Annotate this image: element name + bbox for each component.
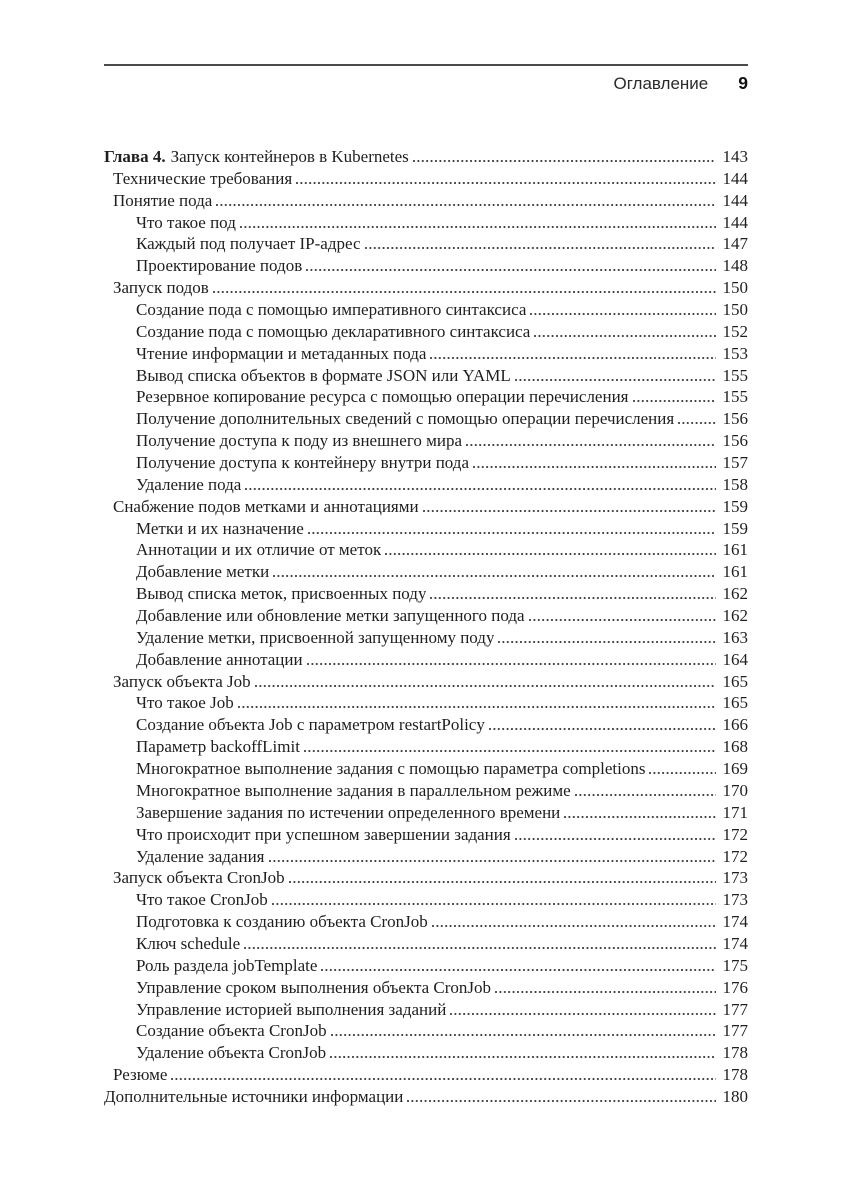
toc-entry [104, 714, 748, 736]
running-head-title: Оглавление [613, 74, 709, 93]
toc-entry-title: Добавление аннотации [136, 649, 303, 669]
toc-entry-page-number: 172 [722, 824, 748, 844]
toc-entry [104, 583, 748, 605]
toc-entry-page-number: 173 [722, 868, 748, 888]
toc-entry-title: Понятие пода [113, 190, 213, 210]
toc-entry-title: Чтение информации и метаданных пода [136, 343, 427, 363]
dot-leader [407, 1100, 716, 1102]
toc-entry-page-number: 155 [722, 365, 748, 385]
toc-entry-title: Удаление пода [136, 474, 242, 494]
toc-entry-page-number: 178 [722, 1065, 748, 1085]
toc-entry-page-number: 163 [722, 627, 748, 647]
toc-entry-title: Что такое CronJob [136, 890, 268, 910]
dot-leader [321, 969, 716, 971]
toc-entry [104, 999, 748, 1021]
toc-entry-page-number: 180 [722, 1086, 748, 1106]
dot-leader [255, 685, 716, 687]
dot-leader [385, 553, 716, 555]
toc-entry-page-number: 156 [722, 431, 748, 451]
toc-entry-title: Роль раздела jobTemplate [136, 955, 318, 975]
toc-entry [104, 561, 748, 583]
toc-entry [104, 1064, 748, 1086]
dot-leader [466, 444, 716, 446]
dot-leader [306, 269, 716, 271]
dot-leader [213, 291, 716, 293]
dot-leader [423, 510, 716, 512]
toc-entry-page-number: 165 [722, 671, 748, 691]
dot-leader [498, 641, 716, 643]
dot-leader [473, 466, 716, 468]
toc-entry-title: Каждый под получает IP-адрес [136, 234, 361, 254]
toc-entry-page-number: 162 [722, 584, 748, 604]
toc-entry [104, 168, 748, 190]
toc-entry-title: Создание объекта Job с параметром restartPolicy [136, 715, 485, 735]
toc-entry-page-number: 161 [722, 562, 748, 582]
toc-entry-page-number: 162 [722, 606, 748, 626]
toc-entry-title: Аннотации и их отличие от меток [136, 540, 382, 560]
dot-leader [489, 728, 716, 730]
toc-entry-title: Вывод списка объектов в формате JSON или YAML [136, 365, 511, 385]
toc-entry-title: Что такое под [136, 212, 236, 232]
toc-entry-page-number: 174 [722, 933, 748, 953]
dot-leader [413, 160, 716, 162]
toc-entry [104, 736, 748, 758]
toc-entry-page-number: 144 [722, 212, 748, 232]
toc-entry [104, 518, 748, 540]
toc-entry [104, 758, 748, 780]
toc-entry-page-number: 150 [722, 300, 748, 320]
toc-entry-title: Резюме [113, 1065, 168, 1085]
toc-entry-title: Управление историей выполнения заданий [136, 999, 447, 1019]
toc-entry [104, 233, 748, 255]
toc-entry [104, 1020, 748, 1042]
toc-entry-page-number: 153 [722, 343, 748, 363]
toc-entry-page-number: 155 [722, 387, 748, 407]
toc-entry [104, 1086, 748, 1108]
dot-leader [432, 925, 716, 927]
dot-leader [515, 838, 716, 840]
dot-leader [529, 619, 716, 621]
toc-entry [104, 649, 748, 671]
toc-entry-title: Запуск объекта Job [113, 671, 251, 691]
dot-leader [269, 860, 717, 862]
toc-entry [104, 386, 748, 408]
toc-entry-page-number: 159 [722, 496, 748, 516]
dot-leader [331, 1034, 716, 1036]
dot-leader [515, 379, 716, 381]
dot-leader [430, 597, 716, 599]
toc-entry-page-number: 159 [722, 518, 748, 538]
toc-entry-page-number: 152 [722, 321, 748, 341]
toc-entry [104, 867, 748, 889]
toc-entry-page-number: 148 [722, 256, 748, 276]
toc-entry [104, 474, 748, 496]
toc-entry [104, 496, 748, 518]
toc-entry-title: Параметр backoffLimit [136, 737, 300, 757]
toc-entry [104, 277, 748, 299]
toc-entry-title: Многократное выполнение задания с помощью параметра completions [136, 759, 646, 779]
toc-entry-page-number: 170 [722, 780, 748, 800]
dot-leader [534, 335, 716, 337]
toc-entry-title: Завершение задания по истечении определенного времени [136, 802, 561, 822]
toc-entry-title: Получение доступа к поду из внешнего мира [136, 431, 463, 451]
dot-leader [240, 226, 716, 228]
toc-entry [104, 977, 748, 999]
dot-leader [238, 706, 716, 708]
toc-entry-title: Удаление объекта CronJob [136, 1043, 327, 1063]
toc-entry [104, 846, 748, 868]
toc-entry-title: Снабжение подов метками и аннотациями [113, 496, 419, 516]
toc-entry-title: Удаление метки, присвоенной запущенному поду [136, 627, 495, 647]
toc-entry-page-number: 144 [722, 168, 748, 188]
toc-entry [104, 627, 748, 649]
toc-entry-page-number: 165 [722, 693, 748, 713]
toc-entry-title: Получение доступа к контейнеру внутри пода [136, 453, 469, 473]
toc-list [104, 146, 748, 1108]
dot-leader [330, 1056, 716, 1058]
dot-leader [530, 313, 716, 315]
toc-entry-page-number: 177 [722, 1021, 748, 1041]
toc-entry-page-number: 157 [722, 453, 748, 473]
dot-leader [272, 903, 716, 905]
toc-entry-title: Метки и их назначение [136, 518, 304, 538]
dot-leader [678, 422, 716, 424]
toc-entry-title: Проектирование подов [136, 256, 303, 276]
toc-entry [104, 692, 748, 714]
dot-leader [289, 881, 716, 883]
dot-leader [633, 400, 717, 402]
toc-entry-title: Что такое Job [136, 693, 234, 713]
dot-leader [245, 488, 716, 490]
dot-leader [216, 204, 716, 206]
toc-entry-title: Добавление метки [136, 562, 270, 582]
toc-entry [104, 452, 748, 474]
toc-entry-page-number: 176 [722, 977, 748, 997]
dot-leader [273, 575, 716, 577]
toc-entry-page-number: 166 [722, 715, 748, 735]
toc-entry-page-number: 161 [722, 540, 748, 560]
toc-entry [104, 824, 748, 846]
toc-entry [104, 780, 748, 802]
dot-leader [244, 947, 716, 949]
toc-entry [104, 889, 748, 911]
toc-entry [104, 255, 748, 277]
toc-entry-page-number: 150 [722, 278, 748, 298]
toc-entry [104, 605, 748, 627]
toc-entry [104, 911, 748, 933]
dot-leader [365, 247, 717, 249]
toc-entry [104, 539, 748, 561]
toc-entry-title: Добавление или обновление метки запущенного пода [136, 606, 525, 626]
dot-leader [308, 532, 716, 534]
running-head-page-number: 9 [738, 73, 748, 93]
dot-leader [304, 750, 716, 752]
toc-entry [104, 190, 748, 212]
toc-entry [104, 1042, 748, 1064]
dot-leader [430, 357, 716, 359]
toc-entry-page-number: 168 [722, 737, 748, 757]
toc-entry-title: Управление сроком выполнения объекта CronJob [136, 977, 491, 997]
toc-entry-page-number: 171 [722, 802, 748, 822]
toc-entry-page-number: 147 [722, 234, 748, 254]
toc-entry [104, 321, 748, 343]
toc-entry-title: Ключ schedule [136, 933, 241, 953]
toc-entry-page-number: 175 [722, 955, 748, 975]
toc-entry [104, 430, 748, 452]
toc-entry-chapter-prefix: Глава 4. [104, 147, 166, 166]
toc-entry-page-number: 144 [722, 190, 748, 210]
toc-entry-page-number: 156 [722, 409, 748, 429]
toc-entry-title: Создание пода с помощью императивного синтаксиса [136, 300, 527, 320]
dot-leader [575, 794, 716, 796]
toc-entry-title: Создание объекта CronJob [136, 1021, 327, 1041]
dot-leader [171, 1078, 716, 1080]
toc-entry-page-number: 169 [722, 759, 748, 779]
toc-entry-page-number: 172 [722, 846, 748, 866]
toc-entry [104, 955, 748, 977]
toc-entry [104, 299, 748, 321]
dot-leader [495, 991, 716, 993]
toc-entry [104, 408, 748, 430]
toc-entry-page-number: 178 [722, 1043, 748, 1063]
dot-leader [307, 663, 716, 665]
toc-entry-title: Запуск объекта CronJob [113, 868, 285, 888]
toc-entry [104, 671, 748, 693]
toc-entry-title: Запуск подов [113, 278, 209, 298]
toc-entry-title: Многократное выполнение задания в параллельном режиме [136, 780, 571, 800]
toc-entry-page-number: 164 [722, 649, 748, 669]
toc-entry-page-number: 173 [722, 890, 748, 910]
toc-entry [104, 933, 748, 955]
page-header [104, 64, 748, 94]
toc-entry [104, 146, 748, 168]
toc-entry-page-number: 174 [722, 912, 748, 932]
toc-entry-title: Что происходит при успешном завершении задания [136, 824, 511, 844]
dot-leader [564, 816, 716, 818]
toc-entry-title: Технические требования [113, 168, 293, 188]
toc-entry [104, 212, 748, 234]
dot-leader [450, 1013, 716, 1015]
toc-entry-title: Вывод списка меток, присвоенных поду [136, 584, 427, 604]
toc-entry-title: Запуск контейнеров в Kubernetes [170, 147, 409, 166]
toc-entry-title: Получение дополнительных сведений с помощью операции перечисления [136, 409, 675, 429]
dot-leader [296, 182, 716, 184]
toc-entry-page-number: 143 [722, 147, 748, 166]
dot-leader [649, 772, 716, 774]
toc-entry-title: Резервное копирование ресурса с помощью операции перечисления [136, 387, 629, 407]
toc-entry-title: Создание пода с помощью декларативного синтаксиса [136, 321, 531, 341]
toc-entry [104, 802, 748, 824]
toc-entry-page-number: 158 [722, 474, 748, 494]
toc-entry-title: Дополнительные источники информации [104, 1086, 404, 1106]
toc-entry [104, 343, 748, 365]
toc-entry-title: Удаление задания [136, 846, 265, 866]
toc-entry-page-number: 177 [722, 999, 748, 1019]
toc-entry-title: Подготовка к созданию объекта CronJob [136, 912, 428, 932]
toc-entry [104, 365, 748, 387]
